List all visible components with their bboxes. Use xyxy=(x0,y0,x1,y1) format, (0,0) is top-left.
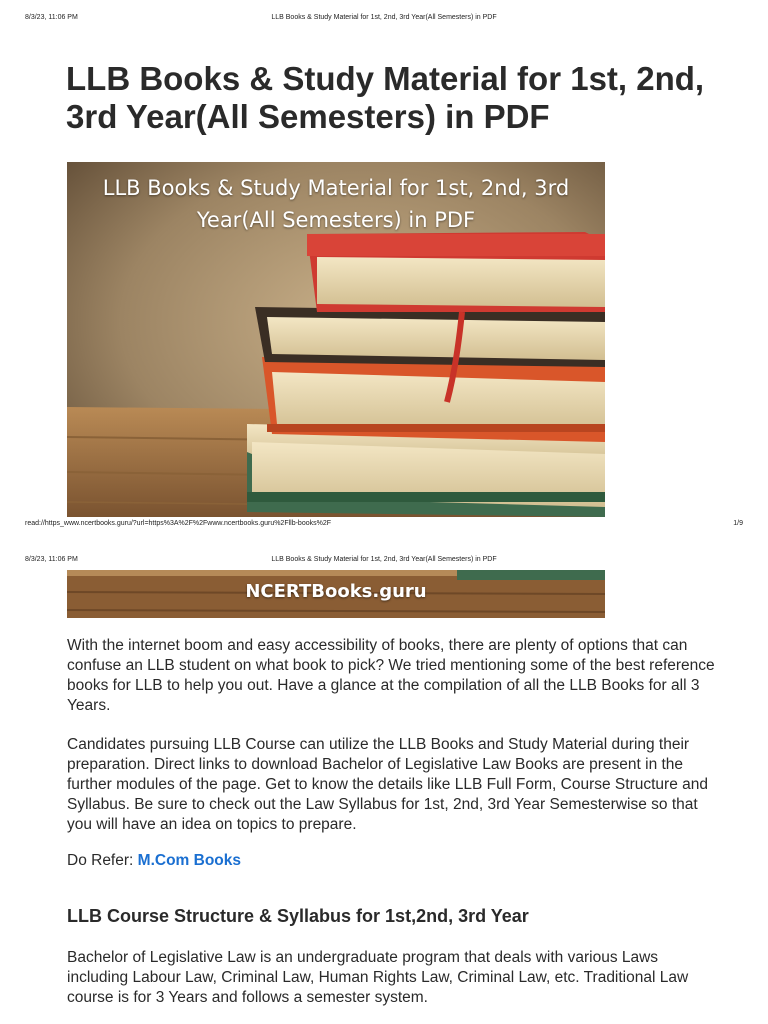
do-refer-label: Do Refer: xyxy=(67,852,134,869)
print-doc-title: LLB Books & Study Material for 1st, 2nd, 3rd Year(All Semesters) in PDF xyxy=(271,556,497,563)
hero-caption-line1: LLB Books & Study Material for 1st, 2nd, 3rd xyxy=(102,176,570,200)
intro-paragraph: With the internet boom and easy accessibility of books, there are plenty of options that can confuse an LLB student on what book to pick? We tried mentioning some of the best reference books for LLB to help you out. Have a glance at the compilation of all the LLB Books for all 3 Years. xyxy=(67,637,715,714)
print-datetime: 8/3/23, 11:06 PM xyxy=(25,14,78,21)
print-doc-title: LLB Books & Study Material for 1st, 2nd, 3rd Year(All Semesters) in PDF xyxy=(271,14,497,21)
section-heading: LLB Course Structure & Syllabus for 1st,2nd, 3rd Year xyxy=(67,906,529,926)
hero-image xyxy=(67,162,605,517)
print-header-page2 xyxy=(0,556,768,568)
print-datetime: 8/3/23, 11:06 PM xyxy=(25,556,78,563)
do-refer-line xyxy=(67,851,717,871)
print-url: read://https_www.ncertbooks.guru/?url=https%3A%2F%2Fwww.ncertbooks.guru%2Fllb-books%2F xyxy=(25,520,332,527)
print-header xyxy=(0,14,768,26)
hero-caption-line2: Year(All Semesters) in PDF xyxy=(196,208,476,232)
article-title: LLB Books & Study Material for 1st, 2nd, 3rd Year(All Semesters) in PDF xyxy=(66,60,705,135)
mcom-books-link[interactable]: M.Com Books xyxy=(137,852,241,869)
hero-image-continued xyxy=(67,570,605,618)
watermark-text: NCERTBooks.guru xyxy=(245,581,427,602)
hero-caption xyxy=(67,172,605,236)
section-paragraph: Bachelor of Legislative Law is an undergraduate program that deals with various Laws including Labour Law, Criminal Law, Human Rights Law, Criminal Law, etc. Traditional Law course is for 3 Years and follows a semester system. xyxy=(67,949,689,1006)
page-number: 1/9 xyxy=(733,520,743,527)
candidates-paragraph: Candidates pursuing LLB Course can utilize the LLB Books and Study Material during their preparation. Direct links to download Bachelor of Legislative Law Books are present in the further modules of the page. Get to know the details like LLB Full Form, Course Structure and Syllabus. Be sure to check out the Law Syllabus for 1st, 2nd, 3rd Year Semesterwise so that you will have an idea on topics to prepare. xyxy=(67,736,708,833)
